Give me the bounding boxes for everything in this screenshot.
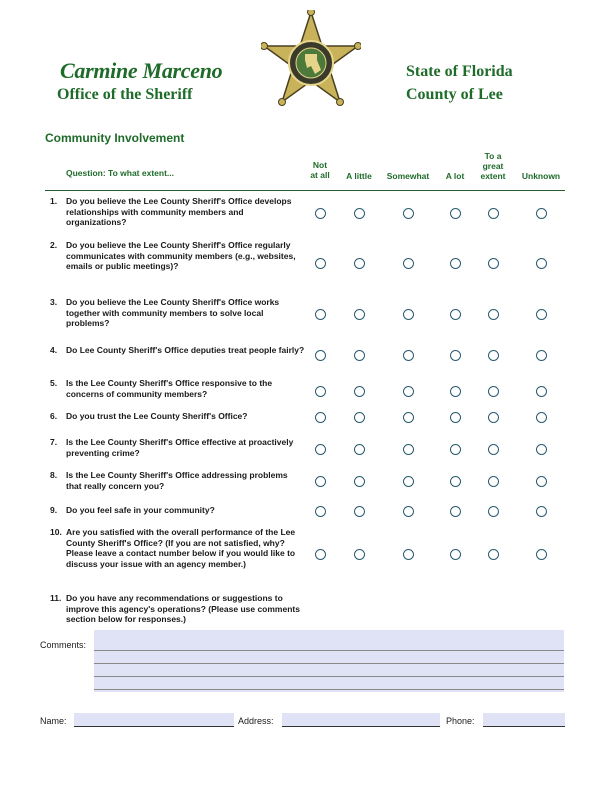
radio-q9-option-6[interactable] [536, 506, 547, 517]
question-8 [50, 470, 305, 491]
comments-line [94, 676, 564, 677]
radio-q7-option-5[interactable] [488, 444, 499, 455]
radio-q9-option-1[interactable] [315, 506, 326, 517]
column-header-line: at all [310, 170, 330, 180]
question-text: Do Lee County Sheriff's Office deputies treat people fairly? [66, 345, 305, 355]
column-header-line: A lot [445, 171, 465, 181]
radio-q3-option-4[interactable] [450, 309, 461, 320]
question-number: 1. [50, 196, 58, 206]
section-title: Community Involvement [45, 131, 185, 145]
question-text: Is the Lee County Sheriff's Office responsive to the concerns of community members? [66, 378, 273, 399]
comments-line [94, 650, 564, 651]
radio-q5-option-1[interactable] [315, 386, 326, 397]
office-title: Office of the Sheriff [57, 86, 193, 103]
question-5 [50, 378, 305, 399]
address-field[interactable] [282, 713, 440, 727]
question-text: Do you believe the Lee County Sheriff's Office regularly communicates with community members (e.g., websites, emails or public meetings)? [66, 240, 296, 271]
radio-q9-option-3[interactable] [403, 506, 414, 517]
radio-q3-option-1[interactable] [315, 309, 326, 320]
radio-q9-option-4[interactable] [450, 506, 461, 517]
radio-q2-option-3[interactable] [403, 258, 414, 269]
radio-q1-option-2[interactable] [354, 208, 365, 219]
radio-q4-option-2[interactable] [354, 350, 365, 361]
radio-q6-option-3[interactable] [403, 412, 414, 423]
comments-label: Comments: [40, 640, 87, 650]
radio-q6-option-6[interactable] [536, 412, 547, 423]
question-6 [50, 411, 305, 422]
radio-q5-option-5[interactable] [488, 386, 499, 397]
radio-q1-option-4[interactable] [450, 208, 461, 219]
comments-line [94, 689, 564, 690]
question-number: 5. [50, 378, 58, 388]
radio-q4-option-6[interactable] [536, 350, 547, 361]
radio-q4-option-4[interactable] [450, 350, 461, 361]
column-header-line: great [482, 161, 504, 171]
column-header-line: Unknown [521, 171, 561, 181]
comments-field[interactable] [94, 630, 564, 692]
county-label: County of Lee [406, 86, 503, 103]
question-column-header: Question: To what extent... [66, 168, 174, 178]
radio-q9-option-5[interactable] [488, 506, 499, 517]
question-number: 2. [50, 240, 58, 250]
column-header-line: Somewhat [386, 171, 430, 181]
radio-q3-option-2[interactable] [354, 309, 365, 320]
question-4 [50, 345, 305, 356]
radio-q10-option-3[interactable] [403, 549, 414, 560]
radio-q5-option-6[interactable] [536, 386, 547, 397]
question-2 [50, 240, 305, 272]
column-header-line: A little [346, 171, 372, 181]
question-1 [50, 196, 305, 228]
question-9 [50, 505, 305, 516]
name-field[interactable] [74, 713, 234, 727]
radio-q10-option-1[interactable] [315, 549, 326, 560]
radio-q2-option-2[interactable] [354, 258, 365, 269]
question-number: 4. [50, 345, 58, 355]
column-header-2 [334, 171, 384, 181]
name-label: Name: [40, 716, 67, 726]
question-number: 9. [50, 505, 58, 515]
question-number: 3. [50, 297, 58, 307]
radio-q7-option-3[interactable] [403, 444, 414, 455]
question-number: 11. [50, 593, 62, 603]
question-text: Is the Lee County Sheriff's Office effective at proactively preventing crime? [66, 437, 294, 458]
radio-q7-option-6[interactable] [536, 444, 547, 455]
comments-line [94, 663, 564, 664]
column-header-line: To a [484, 151, 502, 161]
question-3 [50, 297, 305, 329]
phone-field[interactable] [483, 713, 565, 727]
radio-q1-option-1[interactable] [315, 208, 326, 219]
radio-q1-option-6[interactable] [536, 208, 547, 219]
radio-q9-option-2[interactable] [354, 506, 365, 517]
radio-q2-option-5[interactable] [488, 258, 499, 269]
question-10 [50, 527, 305, 569]
column-header-3 [383, 171, 433, 181]
radio-q2-option-4[interactable] [450, 258, 461, 269]
radio-q4-option-1[interactable] [315, 350, 326, 361]
question-number: 7. [50, 437, 58, 447]
radio-q3-option-5[interactable] [488, 309, 499, 320]
question-7 [50, 437, 305, 458]
radio-q10-option-4[interactable] [450, 549, 461, 560]
radio-q10-option-5[interactable] [488, 549, 499, 560]
radio-q7-option-1[interactable] [315, 444, 326, 455]
radio-q5-option-3[interactable] [403, 386, 414, 397]
radio-q2-option-6[interactable] [536, 258, 547, 269]
header-divider [45, 190, 565, 191]
radio-q6-option-2[interactable] [354, 412, 365, 423]
column-header-line: Not [312, 160, 328, 170]
radio-q1-option-3[interactable] [403, 208, 414, 219]
radio-q3-option-6[interactable] [536, 309, 547, 320]
radio-q1-option-5[interactable] [488, 208, 499, 219]
question-text: Do you have any recommendations or suggestions to improve this agency's operations? (Please use comments section below for responses.) [66, 593, 300, 624]
column-header-5 [468, 151, 518, 181]
question-text: Do you believe the Lee County Sheriff's Office develops relationships with community members and organizations? [66, 196, 292, 227]
radio-q10-option-2[interactable] [354, 549, 365, 560]
radio-q4-option-3[interactable] [403, 350, 414, 361]
radio-q7-option-4[interactable] [450, 444, 461, 455]
radio-q4-option-5[interactable] [488, 350, 499, 361]
address-label: Address: [238, 716, 274, 726]
column-header-line: extent [480, 171, 506, 181]
radio-q8-option-6[interactable] [536, 476, 547, 487]
question-number: 8. [50, 470, 58, 480]
question-text: Do you feel safe in your community? [66, 505, 215, 515]
question-text: Are you satisfied with the overall performance of the Lee County Sheriff's Office? (If you are not satisfied, why? Please leave a contact number below if you would like to discuss your issue with an agency member.) [66, 527, 296, 569]
radio-q2-option-1[interactable] [315, 258, 326, 269]
question-text: Is the Lee County Sheriff's Office addressing problems that really concern you? [66, 470, 288, 491]
radio-q3-option-3[interactable] [403, 309, 414, 320]
sheriff-name: Carmine Marceno [60, 58, 223, 83]
radio-q8-option-3[interactable] [403, 476, 414, 487]
state-label: State of Florida [406, 63, 513, 80]
radio-q7-option-2[interactable] [354, 444, 365, 455]
radio-q5-option-4[interactable] [450, 386, 461, 397]
column-header-6 [516, 171, 566, 181]
question-number: 10. [50, 527, 62, 537]
phone-label: Phone: [446, 716, 475, 726]
question-text: Do you trust the Lee County Sheriff's Office? [66, 411, 248, 421]
radio-q10-option-6[interactable] [536, 549, 547, 560]
question-11 [50, 593, 305, 625]
radio-q8-option-5[interactable] [488, 476, 499, 487]
radio-q6-option-4[interactable] [450, 412, 461, 423]
radio-q5-option-2[interactable] [354, 386, 365, 397]
radio-q6-option-5[interactable] [488, 412, 499, 423]
radio-q6-option-1[interactable] [315, 412, 326, 423]
sheriff-star-badge-icon [261, 10, 361, 110]
radio-q8-option-4[interactable] [450, 476, 461, 487]
radio-q8-option-2[interactable] [354, 476, 365, 487]
question-text: Do you believe the Lee County Sheriff's Office works together with community members to solve local problems? [66, 297, 280, 328]
question-number: 6. [50, 411, 58, 421]
radio-q8-option-1[interactable] [315, 476, 326, 487]
